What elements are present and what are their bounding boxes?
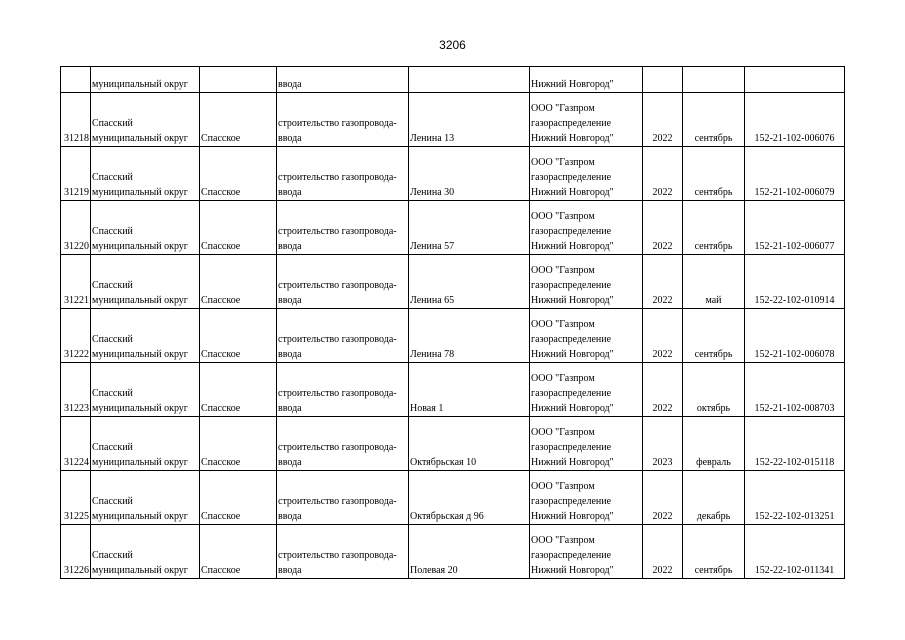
cell-year: 2022 bbox=[643, 525, 683, 579]
cell-org-line: Нижний Новгород" bbox=[531, 241, 614, 252]
cell-org-line: ООО "Газпром bbox=[531, 373, 595, 384]
cell-org bbox=[530, 201, 643, 255]
cell-code: 152-22-102-013251 bbox=[745, 471, 845, 525]
cell-org-line: газораспределение bbox=[531, 442, 612, 453]
cell-org bbox=[530, 471, 643, 525]
table-row-continued bbox=[61, 67, 845, 93]
cell-work-line: строительство газопровода- bbox=[278, 334, 397, 345]
cell-settlement: Спасское bbox=[200, 93, 277, 147]
cell-org-line: ООО "Газпром bbox=[531, 265, 595, 276]
cell-org-line: Нижний Новгород" bbox=[531, 295, 614, 306]
cell-work bbox=[277, 471, 409, 525]
cell-district-line: муниципальный округ bbox=[92, 295, 188, 306]
cell-num bbox=[61, 67, 91, 93]
cell-work-line: ввода bbox=[278, 403, 302, 414]
cell-org-line: ООО "Газпром bbox=[531, 427, 595, 438]
cell-org-line: газораспределение bbox=[531, 334, 612, 345]
cell-org-line: Нижний Новгород" bbox=[531, 511, 614, 522]
cell-org-line: Нижний Новгород" bbox=[531, 349, 614, 360]
cell-work-line: строительство газопровода- bbox=[278, 118, 397, 129]
cell-num: 31219 bbox=[61, 147, 91, 201]
cell-month: сентябрь bbox=[683, 201, 745, 255]
cell-num: 31222 bbox=[61, 309, 91, 363]
cell-address: Ленина 78 bbox=[409, 309, 530, 363]
cell-month: сентябрь bbox=[683, 147, 745, 201]
cell-org: Нижний Новгород" bbox=[530, 67, 643, 93]
cell-org bbox=[530, 93, 643, 147]
cell-district-line: Спасский bbox=[92, 226, 133, 237]
registry-table bbox=[60, 66, 845, 579]
cell-work-line: строительство газопровода- bbox=[278, 496, 397, 507]
cell-num: 31226 bbox=[61, 525, 91, 579]
cell-settlement: Спасское bbox=[200, 147, 277, 201]
table-row bbox=[61, 309, 845, 363]
cell-num: 31225 bbox=[61, 471, 91, 525]
cell-district-line: Спасский bbox=[92, 496, 133, 507]
cell-district bbox=[91, 363, 200, 417]
cell-code: 152-21-102-008703 bbox=[745, 363, 845, 417]
cell-settlement: Спасское bbox=[200, 471, 277, 525]
cell-district-line: Спасский bbox=[92, 550, 133, 561]
cell-org-line: газораспределение bbox=[531, 118, 612, 129]
cell-work-line: ввода bbox=[278, 511, 302, 522]
cell-district-line: муниципальный округ bbox=[92, 133, 188, 144]
cell-district bbox=[91, 147, 200, 201]
cell-district-line: муниципальный округ bbox=[92, 349, 188, 360]
cell-work: ввода bbox=[277, 67, 409, 93]
cell-work bbox=[277, 201, 409, 255]
cell-work-line: ввода bbox=[278, 187, 302, 198]
cell-district: муниципальный округ bbox=[91, 67, 200, 93]
cell-org bbox=[530, 255, 643, 309]
cell-work bbox=[277, 417, 409, 471]
cell-district-line: муниципальный округ bbox=[92, 187, 188, 198]
cell-settlement bbox=[200, 67, 277, 93]
cell-district bbox=[91, 309, 200, 363]
cell-org-line: газораспределение bbox=[531, 172, 612, 183]
cell-address: Новая 1 bbox=[409, 363, 530, 417]
cell-month: октябрь bbox=[683, 363, 745, 417]
cell-org-line: Нижний Новгород" bbox=[531, 133, 614, 144]
cell-org-line: ООО "Газпром bbox=[531, 535, 595, 546]
cell-org bbox=[530, 525, 643, 579]
cell-code: 152-21-102-006078 bbox=[745, 309, 845, 363]
cell-org bbox=[530, 417, 643, 471]
cell-year: 2022 bbox=[643, 93, 683, 147]
cell-work-line: строительство газопровода- bbox=[278, 226, 397, 237]
cell-org-line: газораспределение bbox=[531, 550, 612, 561]
cell-month: май bbox=[683, 255, 745, 309]
cell-org-line: Нижний Новгород" bbox=[531, 403, 614, 414]
table-row bbox=[61, 147, 845, 201]
cell-year: 2022 bbox=[643, 471, 683, 525]
cell-month: сентябрь bbox=[683, 93, 745, 147]
cell-settlement: Спасское bbox=[200, 309, 277, 363]
cell-code: 152-22-102-011341 bbox=[745, 525, 845, 579]
cell-year: 2022 bbox=[643, 201, 683, 255]
cell-work-line: строительство газопровода- bbox=[278, 280, 397, 291]
cell-year: 2022 bbox=[643, 147, 683, 201]
cell-work-line: ввода bbox=[278, 349, 302, 360]
cell-org-line: газораспределение bbox=[531, 280, 612, 291]
page-number: 3206 bbox=[439, 38, 466, 52]
cell-work bbox=[277, 147, 409, 201]
cell-district-line: Спасский bbox=[92, 388, 133, 399]
cell-org-line: Нижний Новгород" bbox=[531, 187, 614, 198]
cell-address: Ленина 65 bbox=[409, 255, 530, 309]
cell-work bbox=[277, 93, 409, 147]
cell-settlement: Спасское bbox=[200, 363, 277, 417]
cell-work-line: ввода bbox=[278, 457, 302, 468]
cell-year: 2022 bbox=[643, 255, 683, 309]
cell-work-line: строительство газопровода- bbox=[278, 442, 397, 453]
cell-org-line: ООО "Газпром bbox=[531, 103, 595, 114]
cell-year: 2023 bbox=[643, 417, 683, 471]
cell-address: Ленина 57 bbox=[409, 201, 530, 255]
cell-year: 2022 bbox=[643, 363, 683, 417]
cell-district-line: Спасский bbox=[92, 280, 133, 291]
cell-work-line: строительство газопровода- bbox=[278, 550, 397, 561]
cell-code bbox=[745, 67, 845, 93]
cell-district bbox=[91, 417, 200, 471]
table-row bbox=[61, 525, 845, 579]
cell-district-line: муниципальный округ bbox=[92, 511, 188, 522]
cell-address: Октябрьская д 96 bbox=[409, 471, 530, 525]
table-row bbox=[61, 363, 845, 417]
cell-org-line: газораспределение bbox=[531, 226, 612, 237]
cell-work bbox=[277, 525, 409, 579]
cell-org-line: ООО "Газпром bbox=[531, 211, 595, 222]
cell-num: 31218 bbox=[61, 93, 91, 147]
cell-org-line: Нижний Новгород" bbox=[531, 565, 614, 576]
cell-org bbox=[530, 147, 643, 201]
cell-settlement: Спасское bbox=[200, 201, 277, 255]
cell-org-line: газораспределение bbox=[531, 496, 612, 507]
cell-district-line: муниципальный округ bbox=[92, 241, 188, 252]
cell-district-line: Спасский bbox=[92, 118, 133, 129]
cell-code: 152-22-102-015118 bbox=[745, 417, 845, 471]
cell-settlement: Спасское bbox=[200, 525, 277, 579]
cell-code: 152-21-102-006079 bbox=[745, 147, 845, 201]
cell-work-line: ввода bbox=[278, 295, 302, 306]
cell-code: 152-21-102-006077 bbox=[745, 201, 845, 255]
cell-work bbox=[277, 309, 409, 363]
cell-year bbox=[643, 67, 683, 93]
cell-code: 152-21-102-006076 bbox=[745, 93, 845, 147]
cell-num: 31220 bbox=[61, 201, 91, 255]
cell-month: февраль bbox=[683, 417, 745, 471]
cell-month: сентябрь bbox=[683, 309, 745, 363]
cell-address: Ленина 13 bbox=[409, 93, 530, 147]
cell-num: 31221 bbox=[61, 255, 91, 309]
cell-address: Октябрьская 10 bbox=[409, 417, 530, 471]
cell-org-line: ООО "Газпром bbox=[531, 157, 595, 168]
cell-work-line: ввода bbox=[278, 565, 302, 576]
cell-settlement: Спасское bbox=[200, 417, 277, 471]
cell-district-line: муниципальный округ bbox=[92, 565, 188, 576]
cell-num: 31223 bbox=[61, 363, 91, 417]
cell-address: Ленина 30 bbox=[409, 147, 530, 201]
cell-org-line: ООО "Газпром bbox=[531, 319, 595, 330]
cell-district-line: Спасский bbox=[92, 172, 133, 183]
cell-district bbox=[91, 255, 200, 309]
cell-org bbox=[530, 363, 643, 417]
table-row bbox=[61, 93, 845, 147]
cell-address: Полевая 20 bbox=[409, 525, 530, 579]
cell-district-line: муниципальный округ bbox=[92, 403, 188, 414]
cell-district bbox=[91, 525, 200, 579]
cell-district bbox=[91, 201, 200, 255]
cell-year: 2022 bbox=[643, 309, 683, 363]
cell-num: 31224 bbox=[61, 417, 91, 471]
cell-org-line: ООО "Газпром bbox=[531, 481, 595, 492]
table-row bbox=[61, 417, 845, 471]
cell-district-line: Спасский bbox=[92, 334, 133, 345]
cell-district-line: Спасский bbox=[92, 442, 133, 453]
cell-work bbox=[277, 363, 409, 417]
cell-org-line: Нижний Новгород" bbox=[531, 457, 614, 468]
cell-district bbox=[91, 93, 200, 147]
cell-work bbox=[277, 255, 409, 309]
cell-settlement: Спасское bbox=[200, 255, 277, 309]
cell-month: декабрь bbox=[683, 471, 745, 525]
cell-org bbox=[530, 309, 643, 363]
cell-district-line: муниципальный округ bbox=[92, 457, 188, 468]
cell-work-line: строительство газопровода- bbox=[278, 172, 397, 183]
cell-month: сентябрь bbox=[683, 525, 745, 579]
table-row bbox=[61, 255, 845, 309]
cell-work-line: ввода bbox=[278, 133, 302, 144]
cell-work-line: строительство газопровода- bbox=[278, 388, 397, 399]
table-row bbox=[61, 201, 845, 255]
cell-org-line: газораспределение bbox=[531, 388, 612, 399]
cell-month bbox=[683, 67, 745, 93]
cell-work-line: ввода bbox=[278, 241, 302, 252]
cell-district bbox=[91, 471, 200, 525]
cell-address bbox=[409, 67, 530, 93]
table-row bbox=[61, 471, 845, 525]
cell-code: 152-22-102-010914 bbox=[745, 255, 845, 309]
